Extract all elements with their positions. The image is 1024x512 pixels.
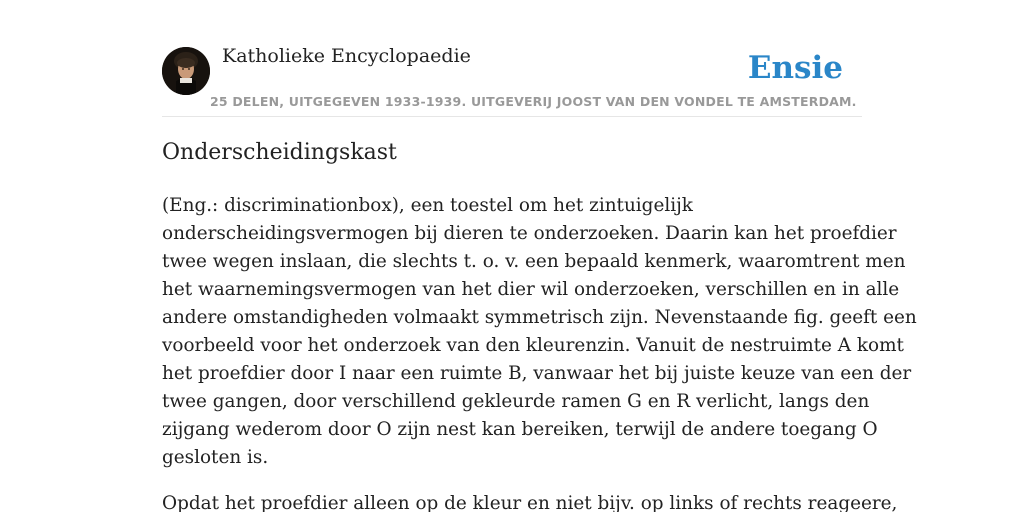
- text-line: zijgang wederom door O zijn nest kan bereiken, terwijl de andere toegang O: [162, 419, 878, 440]
- publication-header: [162, 0, 862, 117]
- paragraph-1: [162, 192, 917, 472]
- entry-title: Onderscheidingskast: [162, 140, 397, 165]
- content-column: [162, 0, 917, 512]
- text-line: het proefdier door I naar een ruimte B, vanwaar het bij juiste keuze van een der: [162, 363, 912, 384]
- text-line: Opdat het proefdier alleen op de kleur en niet bijv. op links of rechts reageere,: [162, 493, 898, 512]
- text-line: het waarnemingsvermogen van het dier wil onderzoeken, verschillen en in alle: [162, 279, 900, 300]
- text-line: twee gangen, door verschillend gekleurde ramen G en R verlicht, langs den: [162, 391, 870, 412]
- text-line: gesloten is.: [162, 447, 269, 468]
- publication-subtitle: 25 DELEN, UITGEGEVEN 1933-1939. UITGEVERIJ JOOST VAN DEN VONDEL TE AMSTERDAM.: [210, 94, 857, 109]
- text-line: (Eng.: discriminationbox), een toestel om het zintuigelijk: [162, 195, 693, 216]
- text-line: voorbeeld voor het onderzoek van den kleurenzin. Vanuit de nestruimte A komt: [162, 335, 904, 356]
- paragraph-2: [162, 490, 898, 512]
- text-line: andere omstandigheden volmaakt symmetrisch zijn. Nevenstaande fig. geeft een: [162, 307, 917, 328]
- portrait-graphic: [162, 47, 210, 95]
- entry-body: [162, 192, 917, 512]
- portrait-avatar-icon[interactable]: [162, 47, 210, 95]
- text-line: onderscheidingsvermogen bij dieren te onderzoeken. Daarin kan het proefdier: [162, 223, 897, 244]
- publication-title[interactable]: Katholieke Encyclopaedie: [222, 45, 471, 67]
- text-line: twee wegen inslaan, die slechts t. o. v. een bepaald kenmerk, waaromtrent men: [162, 251, 906, 272]
- ensie-logo-link[interactable]: Ensie: [747, 50, 843, 86]
